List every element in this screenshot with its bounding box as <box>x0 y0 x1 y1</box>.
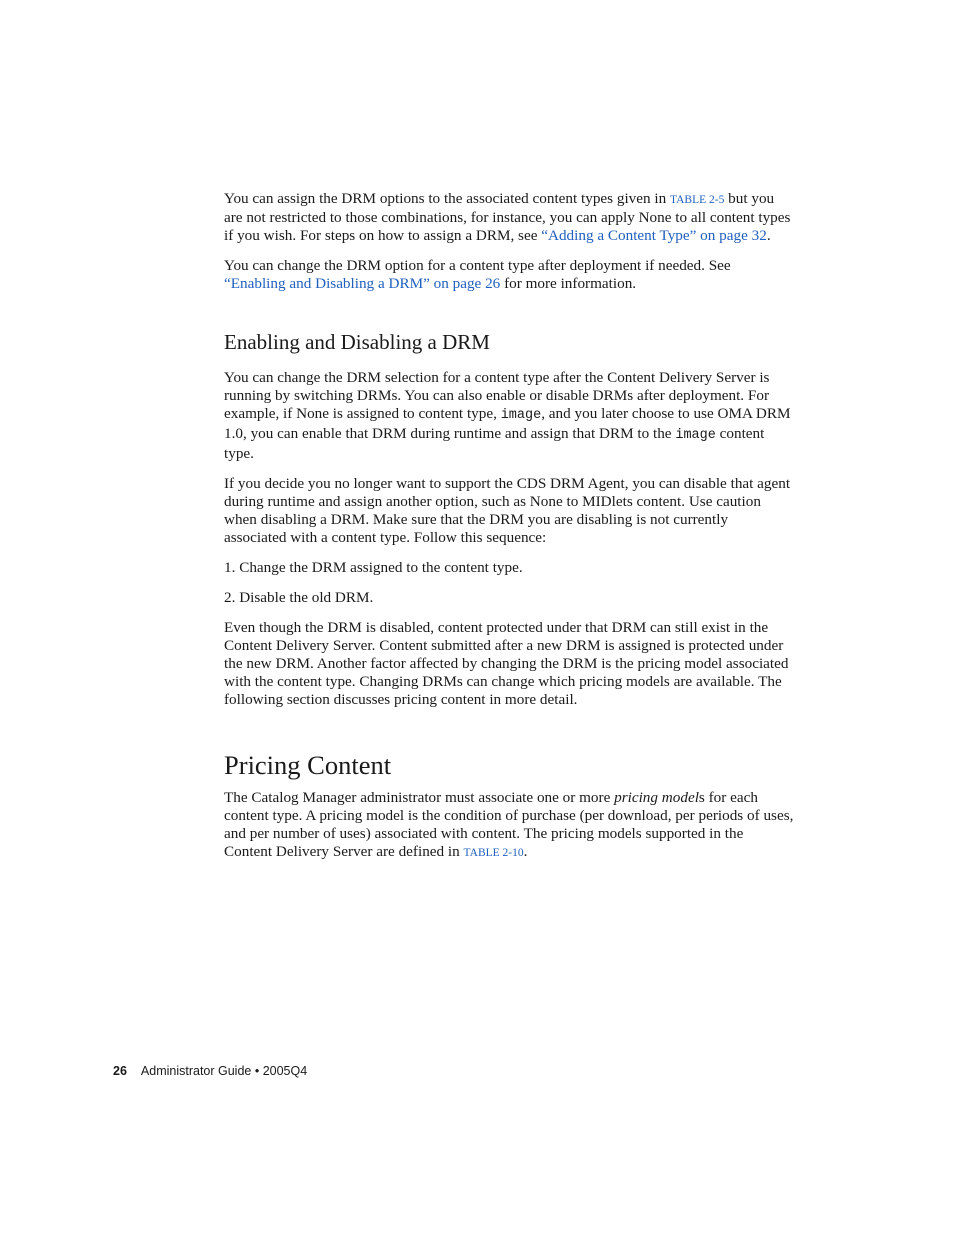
text-span: for more information. <box>500 275 637 292</box>
text-span: , and you later choose to use OMA DRM 1.0, you can enable that DRM during runtime and assign that DRM to the <box>224 405 791 442</box>
step-item: 2. Disable the old DRM. <box>224 589 374 606</box>
page-body <box>224 190 794 874</box>
section1-paragraph-3: Even though the DRM is disabled, content protected under that DRM can still exist in the Content Delivery Server. Content submitted after a new DRM is assigned is protected under the new DRM. Another factor affected by changing the DRM is the pricing model associated with the content type. Changing DRMs can change which pricing models are available. The following section discusses pricing content in more detail. <box>224 619 789 708</box>
text-span: content type. <box>224 425 765 462</box>
section-heading-pricing-content: Pricing Content <box>224 750 392 780</box>
text-span: . <box>766 227 771 244</box>
footer-text: Administrator Guide • 2005Q4 <box>140 1064 308 1078</box>
text-span: The Catalog Manager administrator must associate one or more <box>224 789 615 806</box>
intro-paragraph-2 <box>224 257 794 293</box>
emphasis-pricing-model: pricing model <box>614 789 699 806</box>
text-span: s for each content type. A pricing model is the condition of purchase (per download, per periods of uses, and per number of uses) associated with content. The pricing models supported in the Content Delivery Server are defined in <box>224 789 794 860</box>
page-number: 26 <box>113 1064 127 1078</box>
table-2-5-link[interactable]: TABLE 2-5 <box>670 194 725 206</box>
section2-paragraph-1 <box>224 789 794 862</box>
adding-content-type-link[interactable]: “Adding a Content Type” on page 32 <box>541 227 767 244</box>
step-item: 1. Change the DRM assigned to the content type. <box>224 559 523 576</box>
section-heading-enabling-disabling: Enabling and Disabling a DRM <box>224 330 490 354</box>
intro-paragraph-1 <box>224 190 794 245</box>
enabling-disabling-drm-link[interactable]: “Enabling and Disabling a DRM” on page 26 <box>224 275 501 292</box>
table-2-10-link[interactable]: TABLE 2-10 <box>463 847 524 859</box>
text-span: . <box>523 843 528 860</box>
code-image: image <box>500 408 542 423</box>
text-span: You can change the DRM option for a content type after deployment if needed. See <box>224 257 731 274</box>
steps-list <box>224 559 794 607</box>
text-span: You can assign the DRM options to the associated content types given in <box>224 190 671 207</box>
text-span: but you are not restricted to those combinations, for instance, you can apply None to all content types if you wish. For steps on how to assign a DRM, see <box>224 190 791 244</box>
page-footer <box>113 1064 307 1078</box>
code-image: image <box>675 428 716 443</box>
text-span: You can change the DRM selection for a content type after the Content Delivery Server is running by switching DRMs. You can also enable or disable DRMs after deployment. For example, if None is assigned to content type, <box>224 369 770 422</box>
section1-paragraph-1 <box>224 369 794 463</box>
section1-paragraph-2: If you decide you no longer want to support the CDS DRM Agent, you can disable that agent during runtime and assign another option, such as None to MIDlets content. Use caution when disabling a DRM. Make sure that the DRM you are disabling is not currently associated with a content type. Follow this sequence: <box>224 475 791 546</box>
